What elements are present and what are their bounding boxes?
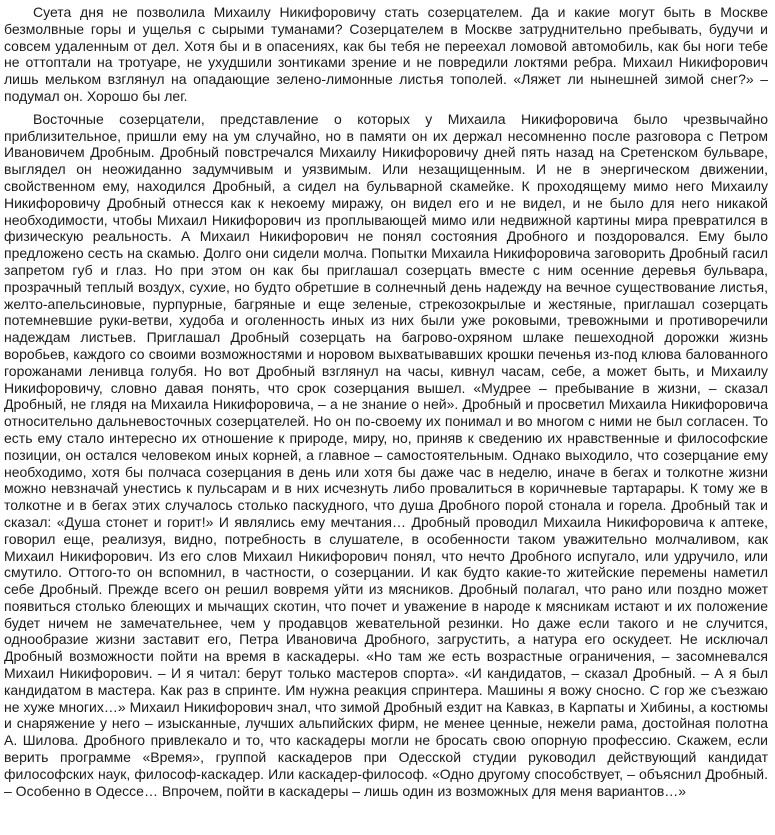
paragraph-2: Восточные созерцатели, представление о которых у Михаила Никифоровича было чрезвычайно приблизительное, пришли ему на ум случайно, но в памяти он их держал несомненно после разговора с Петром Ивановичем Дробным. Дробный повстречался Михаилу Никифоровичу дней пять назад на Сретенском бульваре, выглядел он неожиданно задумчивым и уязвимым. Или незащищенным. И не в энергическом движении, свойственном ему, находился Дробный, а сидел на бульварной скамейке. К проходящему мимо него Михаилу Никифоровичу Дробный отнесся как к некоему миражу, он видел его и не видел, и не было для него никакой необходимости, чтобы Михаил Никифорович из проплывающей мимо или недвижной картины мира превратился в физическую реальность. А Михаил Никифорович не понял состояния Дробного и поздоровался. Ему было предложено сесть на скамью. Долго они сидели молча. Попытки Михаила Никифоровича заговорить Дробный гасил запретом губ и глаз. Но при этом он как бы приглашал созерцать вместе с ним осенние деревья бульвара, прозрачный теплый воздух, сухие, но будто обретшие в солнечный день надежду на вечное существование листья, желто-апельсиновые, пурпурные, багряные и еще зеленые, стрекозокрылые и жестяные, приглашал созерцать потемневшие руки-ветви, худоба и оголенность иных из них были уже роковыми, тревожными и противоречили надеждам листьев. Приглашал Дробный созерцать на багрово-охряном шлаке пешеходной дорожки жизнь воробьев, каждого со своими возможностями и норовом выхватывавших крошки печенья из-под клюва балованного горожанами ленивца голубя. Но вот Дробный взглянул на часы, кивнул часам, себе, а может быть, и Михаилу Никифоровичу, словно давая понять, что срок созерцания вышел. «Мудрее – пребывание в жизни, – сказал Дробный, не глядя на Михаила Никифоровича, – а не знание о ней». Дробный и просветил Михаила Никифоровича относительно дальневосточных созерцателей. Но он по-своему их понимал и во многом с ними не был согласен. То есть ему стало интересно их отношение к природе, миру, но, приняв к сведению их нравственные и философские позиции, он остался человеком иных корней, а главное – самостоятельным. Однако выходило, что созерцание ему необходимо, хотя бы полчаса созерцания в день или хотя бы даже час в неделю, иначе в бегах и толкотне жизни можно невзначай унестись к пульсарам и в них исчезнуть либо провалиться в коричневые тартарары. К тому же в толкотне и в бегах этих случалось столько паскудного, что душа Дробного порой стонала и горела. Дробный так и сказал: «Душа стонет и горит!» И являлись ему мечтания… Дробный проводил Михаила Никифоровича к аптеке, говорил еще, реализуя, видно, потребность в слушателе, в особенности таком уважительно молчаливом, как Михаил Никифорович. Из его слов Михаил Никифорович понял, что нечто Дробного испугало, или удручило, или смутило. Оттого-то он вспомнил, в частности, о созерцании. И как будто какие-то житейские перемены наметил себе Дробный. Прежде всего он решил вовремя уйти из мясников. Дробный полагал, что рано или поздно может появиться столько блеющих и мычащих скотин, что почет и уважение в народе к мясникам истают и их положение будет ничем не замечательнее, чем у продавцов жевательной резинки. Но даже если такого и не случится, однообразие жизни заставит его, Петра Ивановича Дробного, загрустить, а натура его оскудеет. Не исключал Дробный возможности пойти на время в каскадеры. «Но там же есть возрастные ограничения, – засомневался Михаил Никифорович. – И я читал: берут только мастеров спорта». «И кандидатов, – сказал Дробный. – А я был кандидатом в мастера. Как раз в спринте. Им нужна реакция спринтера. Машины я вожу сносно. С гор же съезжаю не хуже многих…» Михаил Никифорович знал, что зимой Дробный ездит на Кавказ, в Карпаты и Хибины, а костюмы и снаряжение у него – изысканные, лучших альпийских фирм, не менее ценные, нежели рама, достойная полотна А. Шилова. Дробного привлекало и то, что каскадеры могли не бросать свою опорную профессию. Скажем, если верить программе «Время», группой каскадеров при Одесской студии руководил действующий кандидат философских наук, философ-каскадер. Или каскадер-философ. «Одно другому способствует, – объяснил Дробный. – Особенно в Одессе… Впрочем, пойти в каскадеры – лишь один из возможных для меня вариантов…»	[4, 110, 768, 799]
paragraph-1: Суета дня не позволила Михаилу Никифоровичу стать созерцателем. Да и какие могут быть в Москве безмолвные горы и ущелья с сырыми туманами? Созерцателем в Москве затруднительно пребывать, будучи и совсем удаленным от дел. Хотя бы и в опасениях, как бы тебя не переехал ломовой автомобиль, как бы ноги тебе не оттоптали на тротуаре, не ухудшили зонтиками зрение и не повредили локтями ребра. Михаил Никифорович лишь мельком взглянул на опадающие зелено-лимонные листья тополей. «Ляжет ли нынешней зимой снег?» – подумал он. Хорошо бы лег.	[4, 4, 768, 104]
